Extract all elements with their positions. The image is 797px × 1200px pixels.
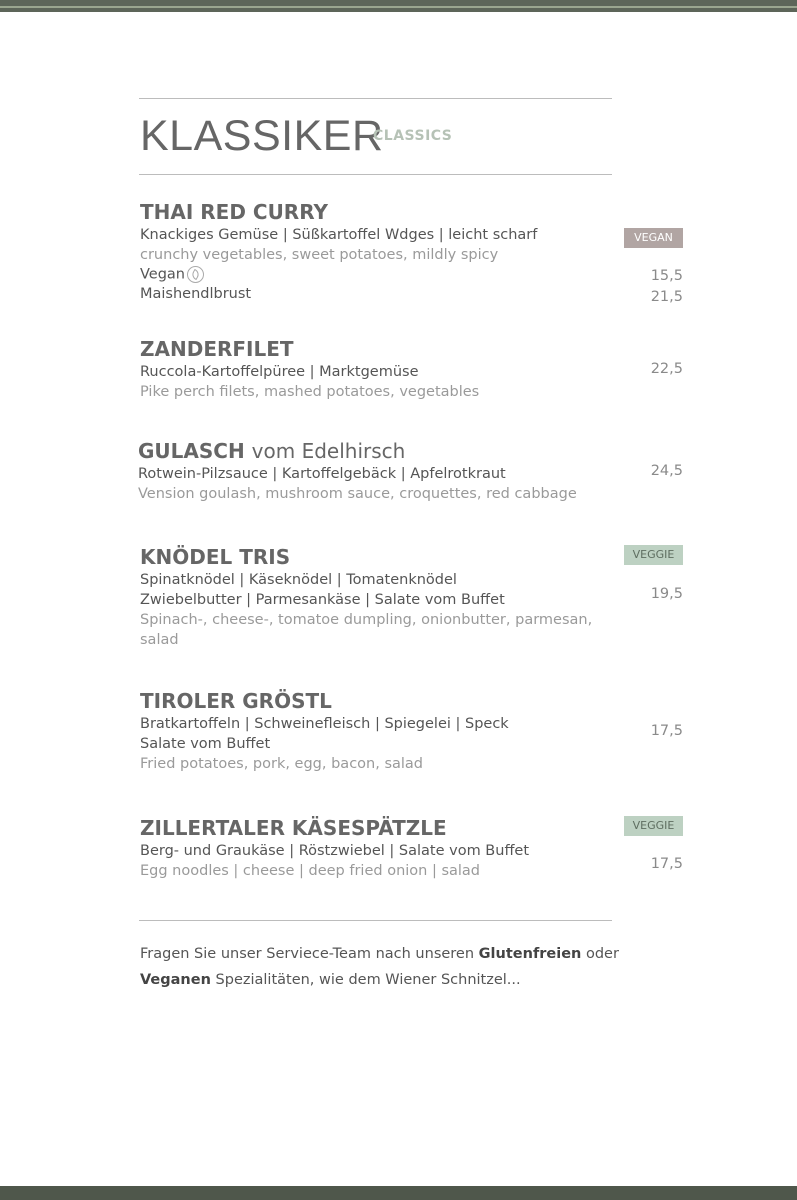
- dish-description-de: Spinatknödel | Käseknödel | Tomatenknödel: [140, 572, 457, 588]
- dish-description-de: Knackiges Gemüse | Süßkartoffel Wdges | leicht scharf: [140, 227, 538, 243]
- vegan-leaf-icon: [187, 266, 204, 283]
- dish-name: TIROLER GRÖSTL: [140, 689, 332, 713]
- dish-name: THAI RED CURRY: [140, 200, 328, 224]
- note-text: Fragen Sie unser Serviece-Team nach unseren: [140, 946, 479, 962]
- section-title: KLASSIKER: [140, 112, 384, 160]
- divider-top: [139, 98, 612, 99]
- dish-price: 17,5: [650, 856, 683, 872]
- footer-note: [140, 941, 660, 993]
- dish-name-main: GULASCH: [138, 439, 245, 463]
- divider-bottom: [139, 920, 612, 921]
- dish-name: KNÖDEL TRIS: [140, 545, 291, 569]
- dish-price: 17,5: [650, 723, 683, 739]
- top-border: [0, 0, 797, 12]
- dish-name: ZANDERFILET: [140, 337, 294, 361]
- dish-description-de-2: Zwiebelbutter | Parmesankäse | Salate vom Buffet: [140, 592, 505, 608]
- dish-name-rest: vom Edelhirsch: [251, 439, 406, 463]
- dish-description-en: crunchy vegetables, sweet potatoes, mildly spicy: [140, 247, 499, 263]
- section-subtitle: CLASSICS: [373, 128, 453, 144]
- dish-description-de-2: Salate vom Buffet: [140, 736, 271, 752]
- note-text: oder: [581, 946, 619, 962]
- dish-price: 19,5: [650, 586, 683, 602]
- option-vegan: [140, 266, 204, 283]
- dish-name: [138, 439, 405, 463]
- dish-price: 22,5: [650, 361, 683, 377]
- dish-description-en: Pike perch filets, mashed potatoes, vegetables: [140, 384, 480, 400]
- option-vegan-price: 15,5: [650, 268, 683, 284]
- option-maishendlbrust-price: 21,5: [650, 289, 683, 305]
- bottom-border: [0, 1186, 797, 1200]
- divider-title: [139, 174, 612, 175]
- dish-description-en: Spinach-, cheese-, tomatoe dumpling, onionbutter, parmesan,: [140, 612, 593, 628]
- veggie-badge: VEGGIE: [624, 545, 683, 565]
- note-text: Spezialitäten, wie dem Wiener Schnitzel...: [210, 972, 521, 988]
- option-label: Vegan: [140, 266, 185, 283]
- veggie-badge: VEGGIE: [624, 816, 683, 836]
- dish-price: 24,5: [650, 463, 683, 479]
- option-maishendlbrust: Maishendlbrust: [140, 286, 252, 302]
- vegan-badge: VEGAN: [624, 228, 683, 248]
- note-bold-veganen: Veganen: [140, 972, 211, 988]
- dish-name: ZILLERTALER KÄSESPÄTZLE: [140, 816, 447, 840]
- dish-description-en: Egg noodles | cheese | deep fried onion | salad: [140, 863, 481, 879]
- dish-description-de: Rotwein-Pilzsauce | Kartoffelgebäck | Apfelrotkraut: [138, 466, 506, 482]
- dish-description-de: Ruccola-Kartoffelpüree | Marktgemüse: [140, 364, 419, 380]
- dish-description-en-2: salad: [140, 632, 179, 648]
- dish-description-en: Vension goulash, mushroom sauce, croquettes, red cabbage: [138, 486, 577, 502]
- dish-description-en: Fried potatoes, pork, egg, bacon, salad: [140, 756, 424, 772]
- dish-description-de: Berg- und Graukäse | Röstzwiebel | Salate vom Buffet: [140, 843, 530, 859]
- note-bold-glutenfreien: Glutenfreien: [478, 946, 582, 962]
- dish-description-de: Bratkartoffeln | Schweinefleisch | Spiegelei | Speck: [140, 716, 509, 732]
